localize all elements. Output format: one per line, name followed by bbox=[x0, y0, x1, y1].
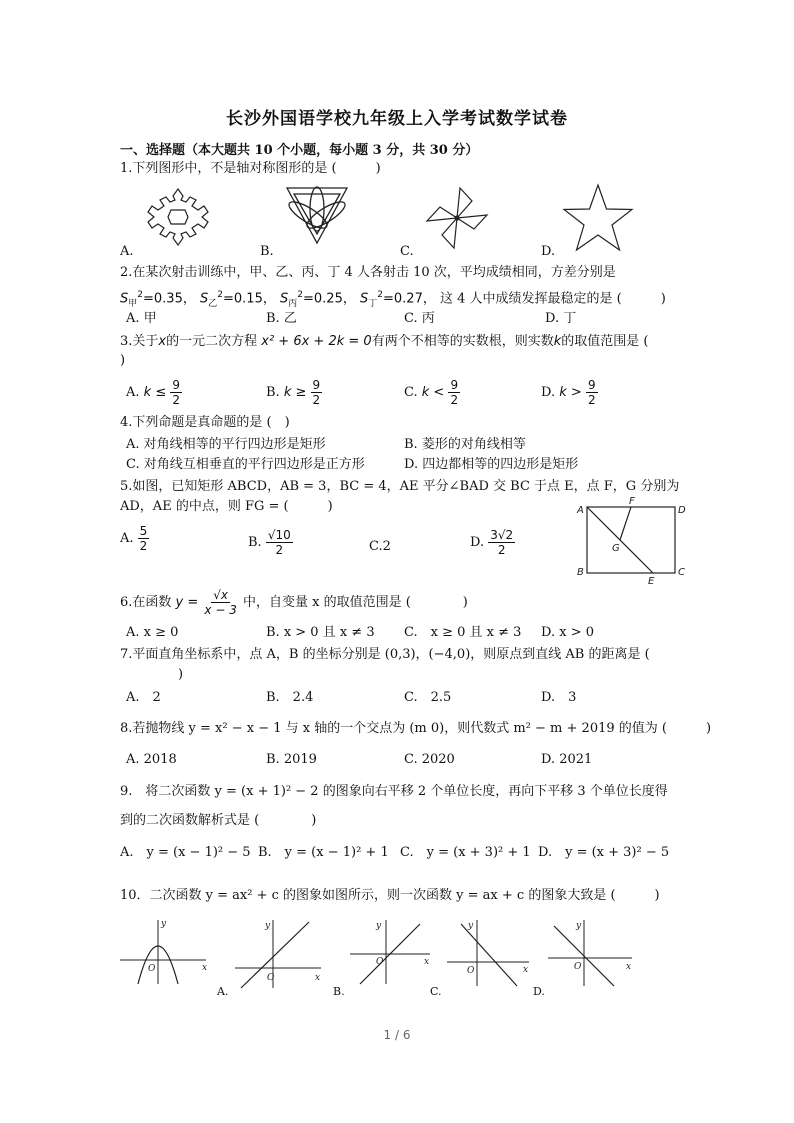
q7-option-b[interactable]: B. 2.4 bbox=[266, 690, 314, 705]
q5-label-a: A bbox=[577, 505, 584, 516]
q10-figa-y: y bbox=[265, 921, 271, 931]
q10-option-a-graph[interactable] bbox=[235, 918, 325, 990]
page-number: 1 / 6 bbox=[383, 1028, 411, 1042]
q3-option-b[interactable]: B. k ≥ $\frac{9}{2}$ bbox=[266, 378, 321, 407]
q2-option-b[interactable]: B. 乙 bbox=[266, 311, 297, 326]
q2-variance-line: $S_甲^2=0.35$， $S_乙^2=0.15$， $S_丙^2=0.25$， $S_丁^2=0.27$， 这 4 人中成绩发挥最稳定的是 ( ) bbox=[120, 290, 666, 309]
q4-option-b[interactable]: B. 菱形的对角线相等 bbox=[404, 437, 526, 452]
q7-option-d[interactable]: D. 3 bbox=[541, 690, 577, 705]
q8-option-b[interactable]: B. 2019 bbox=[266, 752, 317, 767]
q10-option-d-graph[interactable] bbox=[548, 918, 634, 988]
q2-option-a[interactable]: A. 甲 bbox=[126, 311, 157, 326]
q5-label-c: C bbox=[678, 567, 685, 578]
q6-option-b[interactable]: B. x > 0 且 x ≠ 3 bbox=[266, 625, 375, 640]
q10-fig0-y: y bbox=[161, 919, 167, 929]
q9-option-a[interactable]: A. y = (x − 1)² − 5 bbox=[120, 845, 251, 860]
q1-option-b[interactable]: B. bbox=[260, 244, 274, 259]
q10-option-c[interactable]: C. bbox=[430, 985, 442, 998]
q8-option-d[interactable]: D. 2021 bbox=[541, 752, 593, 767]
q6-option-a[interactable]: A. x ≥ 0 bbox=[126, 625, 179, 640]
q10-option-a[interactable]: A. bbox=[217, 985, 229, 998]
q1-option-a[interactable]: A. bbox=[120, 244, 134, 259]
q7-option-a[interactable]: A. 2 bbox=[126, 690, 161, 705]
q4-option-c[interactable]: C. 对角线互相垂直的平行四边形是正方形 bbox=[126, 457, 365, 472]
q10-figa-o: O bbox=[267, 973, 275, 983]
q10-option-b[interactable]: B. bbox=[333, 985, 345, 998]
q5-label-g: G bbox=[612, 543, 620, 554]
q7-option-c[interactable]: C. 2.5 bbox=[404, 690, 452, 705]
q2-option-d[interactable]: D. 丁 bbox=[545, 311, 577, 326]
q3-option-d[interactable]: D. k > $\frac{9}{2}$ bbox=[541, 378, 596, 407]
q3-option-a[interactable]: A. k ≤ $\frac{9}{2}$ bbox=[126, 378, 181, 407]
q4-option-d[interactable]: D. 四边都相等的四边形是矩形 bbox=[404, 457, 579, 472]
q10-figc-y: y bbox=[468, 921, 474, 931]
q10-option-b-graph[interactable] bbox=[350, 918, 436, 986]
q5-rectangle-figure bbox=[575, 495, 690, 587]
q10-figc-o: O bbox=[467, 966, 475, 976]
q1-pinwheel-figure bbox=[422, 183, 492, 253]
q5-stem-line2: AD，AE 的中点，则 FG = ( ) bbox=[120, 499, 333, 514]
q10-parabola-figure bbox=[120, 918, 212, 986]
q10-figd-x: x bbox=[626, 962, 632, 972]
q10-stem: 10．二次函数 y = ax² + c 的图象如图所示，则一次函数 y = ax + c 的图象大致是 ( ) bbox=[120, 888, 660, 903]
q9-stem-line2: 到的二次函数解析式是 ( ) bbox=[120, 813, 317, 828]
q3-option-c[interactable]: C. k < $\frac{9}{2}$ bbox=[404, 378, 459, 407]
q10-figb-x: x bbox=[424, 957, 430, 967]
q8-option-c[interactable]: C. 2020 bbox=[404, 752, 455, 767]
q10-fig0-x: x bbox=[202, 963, 208, 973]
q9-option-d[interactable]: D. y = (x + 3)² − 5 bbox=[538, 845, 670, 860]
q7-stem-line1: 7.平面直角坐标系中，点 A，B 的坐标分别是 (0,3)，(−4,0)，则原点到直线 AB 的距离是 ( bbox=[120, 647, 650, 662]
q5-option-d[interactable]: D. $\frac{3√2}{2}$ bbox=[470, 528, 514, 557]
q10-figa-x: x bbox=[315, 973, 321, 983]
q3-stem-line1: 3.关于x的一元二次方程 x² + 6x + 2k = 0有两个不相等的实数根，则实数k的取值范围是 ( bbox=[120, 334, 649, 349]
q5-label-f: F bbox=[629, 496, 635, 507]
q10-figb-y: y bbox=[376, 921, 382, 931]
q6-stem: 6.在函数 y = $\frac{√x}{x - 3}$ 中，自变量 x 的取值范围是 ( ) bbox=[120, 588, 468, 617]
q3-stem-line2: ) bbox=[120, 353, 126, 368]
q5-option-c[interactable]: C.2 bbox=[369, 539, 391, 554]
q4-stem: 4.下列命题是真命题的是 ( ) bbox=[120, 415, 290, 430]
q10-option-d[interactable]: D. bbox=[533, 985, 545, 998]
q1-snowflake-figure bbox=[138, 186, 218, 248]
q2-option-c[interactable]: C. 丙 bbox=[404, 311, 435, 326]
q5-label-b: B bbox=[577, 567, 584, 578]
section-header: 一、选择题（本大题共 10 个小题，每小题 3 分，共 30 分） bbox=[120, 143, 479, 158]
q5-option-b[interactable]: B. $\frac{√10}{2}$ bbox=[248, 528, 291, 557]
q10-figd-o: O bbox=[574, 962, 582, 972]
q5-label-e: E bbox=[648, 576, 655, 587]
q1-stem: 1.下列图形中，不是轴对称图形的是 ( ) bbox=[120, 161, 381, 176]
q9-stem-line1: 9. 将二次函数 y = (x + 1)² − 2 的图象向右平移 2 个单位长度，再向下平移 3 个单位长度得 bbox=[120, 784, 668, 799]
q10-option-c-graph[interactable] bbox=[447, 918, 533, 988]
q1-triangle-ellipse-figure bbox=[284, 183, 350, 249]
q10-figb-o: O bbox=[376, 957, 384, 967]
q2-stem-line1: 2.在某次射击训练中，甲、乙、丙、丁 4 人各射击 10 次，平均成绩相同，方差分别是 bbox=[120, 265, 616, 280]
page-title: 长沙外国语学校九年级上入学考试数学试卷 bbox=[226, 109, 568, 129]
q6-option-c[interactable]: C. x ≥ 0 且 x ≠ 3 bbox=[404, 625, 522, 640]
q9-option-c[interactable]: C. y = (x + 3)² + 1 bbox=[400, 845, 531, 860]
q1-star-figure bbox=[562, 183, 634, 253]
q1-option-c[interactable]: C. bbox=[400, 244, 414, 259]
q6-option-d[interactable]: D. x > 0 bbox=[541, 625, 594, 640]
q8-stem: 8.若抛物线 y = x² − x − 1 与 x 轴的一个交点为 (m 0)，则代数式 m² − m + 2019 的值为 ( ) bbox=[120, 721, 712, 736]
q7-stem-line2: ) bbox=[178, 667, 184, 682]
q10-fig0-o: O bbox=[148, 964, 156, 974]
q10-figc-x: x bbox=[523, 965, 529, 975]
q10-figd-y: y bbox=[576, 921, 582, 931]
q5-option-a[interactable]: A. $\frac{5}{2}$ bbox=[120, 524, 148, 553]
q5-label-d: D bbox=[678, 505, 686, 516]
q1-option-d[interactable]: D. bbox=[541, 244, 556, 259]
q5-stem-line1: 5.如图，已知矩形 ABCD，AB = 3，BC = 4，AE 平分∠BAD 交 BC 于点 E，点 F，G 分别为 bbox=[120, 479, 680, 494]
q8-option-a[interactable]: A. 2018 bbox=[126, 752, 177, 767]
q4-option-a[interactable]: A. 对角线相等的平行四边形是矩形 bbox=[126, 437, 326, 452]
q9-option-b[interactable]: B. y = (x − 1)² + 1 bbox=[258, 845, 389, 860]
